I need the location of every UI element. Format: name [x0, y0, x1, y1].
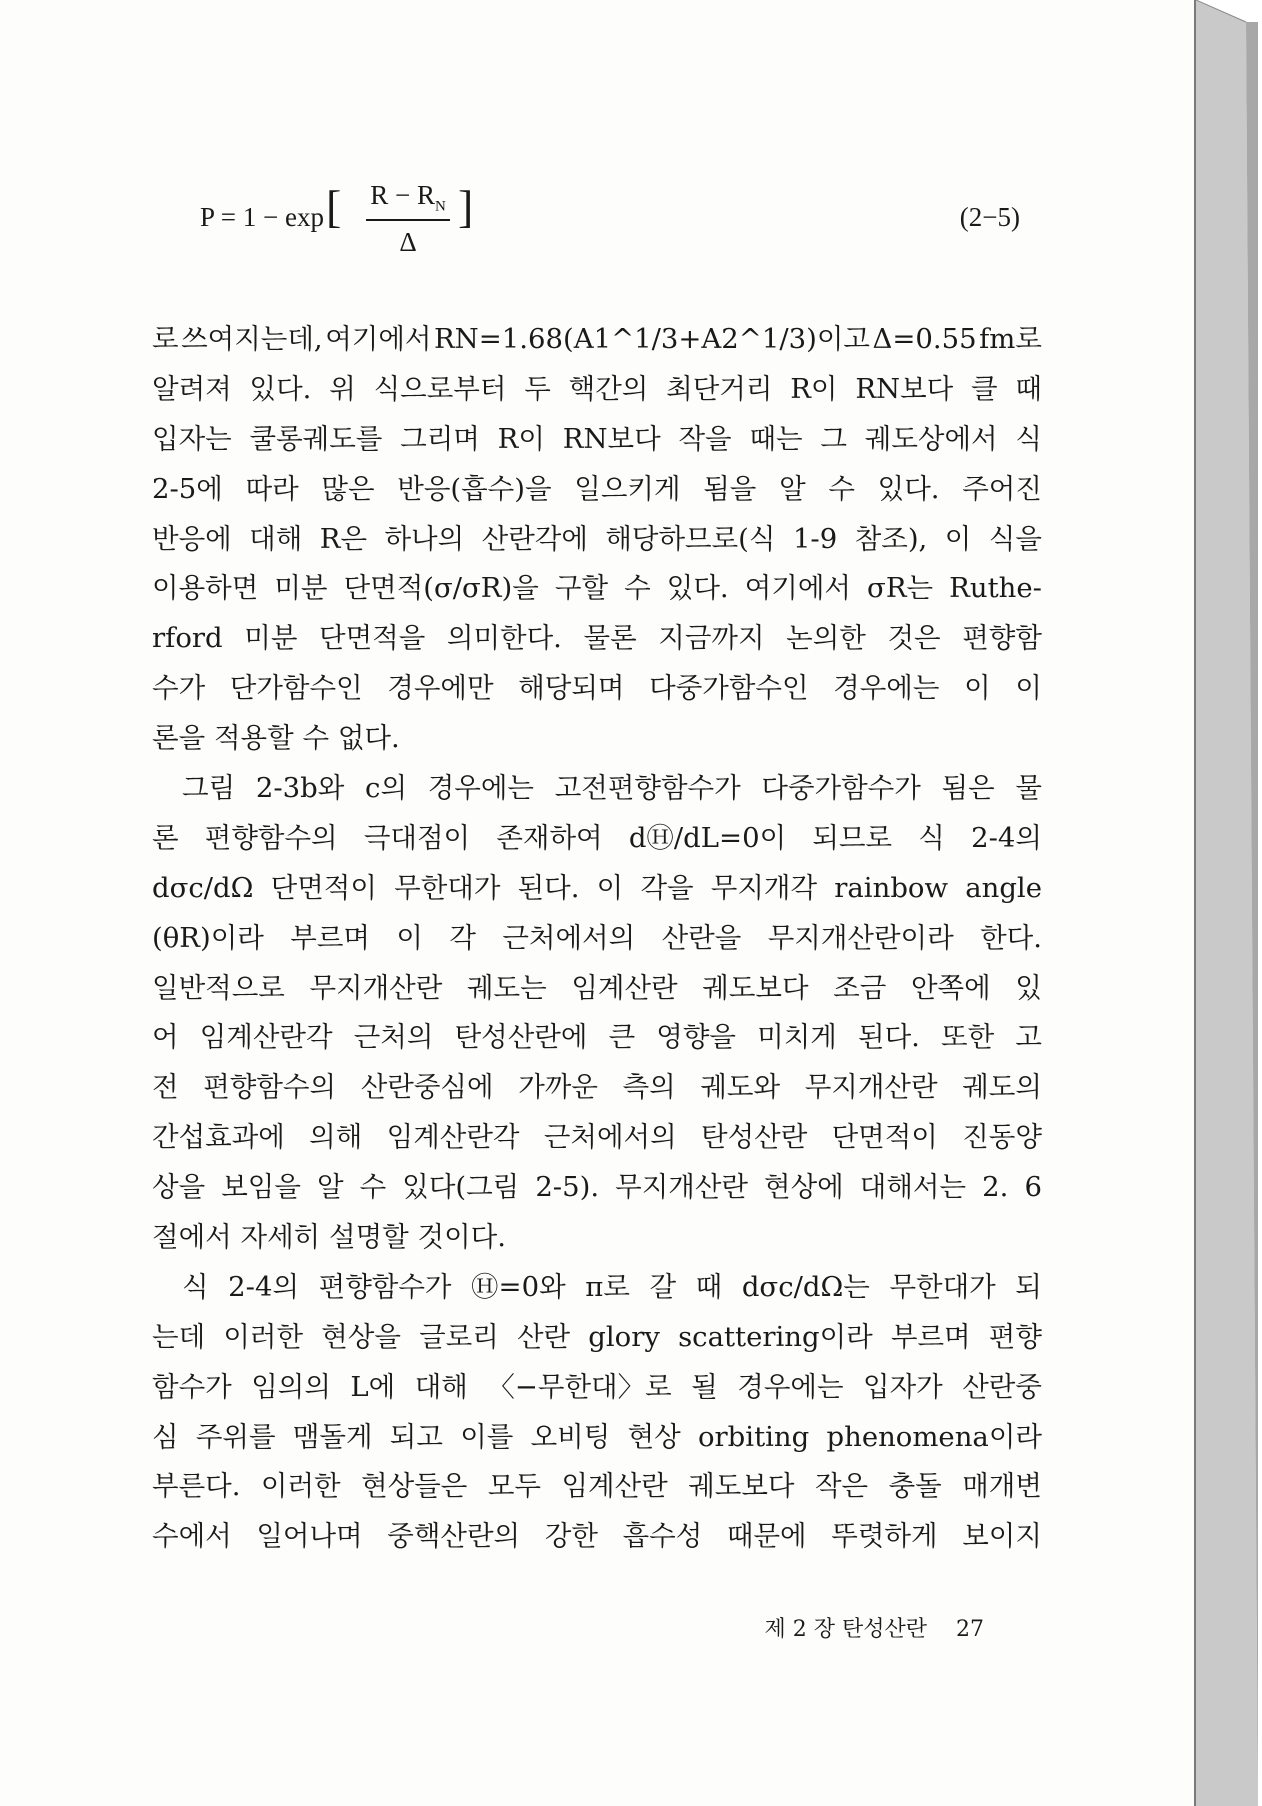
- text-line: [152, 1113, 1042, 1163]
- page-number: 27: [956, 1617, 984, 1642]
- text-word: 오비팅: [530, 1420, 611, 1453]
- text-word: 작은: [814, 1470, 869, 1503]
- text-word: 고: [1015, 1021, 1042, 1054]
- text-word: 것이다.: [417, 1221, 506, 1254]
- text-word: 로: [152, 323, 179, 355]
- text-word: 그: [820, 422, 847, 455]
- text-word: 대해: [414, 1370, 468, 1403]
- text-word: RN=1.68(A1^1/3+A2^1/3)이고: [433, 323, 870, 355]
- text-word: 의미한다.: [446, 622, 562, 655]
- text-word: 그리며: [400, 422, 480, 455]
- text-word: L에: [350, 1370, 396, 1403]
- equation-numerator: $R - R_N$: [370, 180, 446, 215]
- text-word: 알: [779, 472, 806, 505]
- text-word: 무한대가: [889, 1270, 996, 1303]
- text-word: 식: [1015, 422, 1042, 455]
- text-word: 때: [695, 1270, 723, 1303]
- text-word: 무지개산란이라: [767, 921, 954, 954]
- text-word: 해당하므로(식: [605, 522, 776, 555]
- text-line: [152, 814, 1042, 864]
- text-word: 산란을: [661, 921, 742, 954]
- equation-denominator: Δ: [399, 227, 417, 258]
- text-word: 이: [1015, 672, 1042, 705]
- text-word: π로: [585, 1270, 630, 1303]
- equation-open-bracket: [: [326, 181, 342, 232]
- text-line: [152, 1263, 1042, 1313]
- text-word: 의해: [309, 1121, 363, 1154]
- text-word: 충돌: [888, 1470, 942, 1503]
- text-word: 적용할: [213, 722, 294, 755]
- text-word: 반응(흡수)을: [397, 472, 552, 505]
- text-word: 론: [152, 821, 179, 854]
- text-word: R이: [497, 422, 545, 455]
- text-word: 수: [359, 1171, 387, 1204]
- equation-number: (2−5): [959, 202, 1020, 232]
- text-word: dⒽ/dL=0이: [628, 821, 787, 854]
- text-word: 강한: [544, 1520, 598, 1553]
- text-word: 산란중심에: [360, 1071, 494, 1104]
- text-word: 이러한: [260, 1470, 341, 1503]
- text-word: 현상들은: [361, 1470, 468, 1503]
- text-line: [152, 1163, 1042, 1213]
- text-word: 보이지: [962, 1520, 1042, 1553]
- text-word: 핵간의: [568, 372, 649, 405]
- text-word: 경우에는: [427, 772, 534, 805]
- text-word: 두: [524, 372, 551, 405]
- text-word: 많은: [321, 472, 375, 505]
- text-word: 경우에만: [387, 672, 494, 705]
- text-line: [152, 1313, 1042, 1363]
- text-word: 부른다.: [152, 1470, 241, 1503]
- text-word: RN보다: [855, 372, 954, 405]
- text-word: 이러한: [223, 1320, 304, 1353]
- text-word: 이: [944, 522, 972, 555]
- body-text: [152, 315, 1042, 1562]
- text-word: 여기에서: [325, 323, 432, 355]
- text-word: 현상을: [321, 1320, 401, 1353]
- equation-lhs: P = 1 − exp: [200, 202, 324, 232]
- text-word: 경우에는: [833, 672, 940, 705]
- text-word: 자세히: [240, 1221, 321, 1254]
- text-word: 되: [1015, 1270, 1042, 1303]
- text-word: 최단거리: [666, 372, 773, 405]
- text-word: 2-3b와: [255, 772, 345, 805]
- text-word: 절에서: [152, 1221, 232, 1254]
- text-word: 대해: [249, 522, 303, 555]
- text-word: 궤도와: [700, 1071, 781, 1104]
- text-word: 반응에: [152, 522, 232, 555]
- text-word: 여기에서: [744, 572, 851, 605]
- text-word: RN보다: [562, 422, 661, 455]
- text-word: 된다.: [858, 1021, 920, 1054]
- text-word: 부르며: [890, 1320, 971, 1353]
- text-word: 식으로부터: [373, 372, 507, 405]
- text-word: 가까운: [518, 1071, 598, 1104]
- text-word: 있다.: [249, 372, 312, 405]
- text-word: 궤도의: [962, 1071, 1042, 1104]
- text-word: 단가함수인: [229, 672, 363, 705]
- text-word: 따라: [245, 472, 299, 505]
- text-word: 각을: [640, 871, 694, 904]
- text-word: 일어나며: [256, 1520, 363, 1553]
- text-word: 물론: [583, 622, 637, 655]
- text-word: 식: [182, 1270, 209, 1303]
- text-word: 때는: [749, 422, 803, 455]
- text-word: 심: [152, 1420, 179, 1453]
- text-word: c의: [365, 772, 408, 805]
- text-word: glory: [588, 1320, 660, 1353]
- text-word: 근처의: [353, 1021, 434, 1054]
- text-word: 궤도는: [466, 971, 547, 1004]
- text-word: 편향함수가: [318, 1270, 452, 1303]
- text-word: 는데: [152, 1320, 206, 1353]
- text-word: 측의: [622, 1071, 676, 1104]
- text-word: 단면적(σ/σR)을: [343, 572, 539, 605]
- equation-numerator-subscript: N: [434, 198, 446, 215]
- text-word: 해당되며: [518, 672, 625, 705]
- text-word: 한다.: [980, 921, 1042, 954]
- text-word: 편향: [988, 1320, 1042, 1353]
- text-word: 궤도보다: [702, 971, 809, 1004]
- text-word: 또한: [941, 1021, 995, 1054]
- text-word: 있다.: [666, 572, 729, 605]
- text-word: 2-5에: [152, 472, 223, 505]
- text-word: 되므로: [812, 821, 893, 854]
- text-word: phenomena이라: [826, 1420, 1042, 1453]
- text-word: 있: [1015, 971, 1042, 1004]
- text-word: 임계산란: [561, 1470, 668, 1503]
- text-line: [152, 714, 1042, 764]
- text-word: 식: [918, 821, 945, 854]
- text-word: 임계산란각: [199, 1021, 333, 1054]
- text-word: 영향을: [656, 1021, 736, 1054]
- text-word: 쓰여지는데,: [181, 323, 323, 355]
- text-word: 탄성산란: [701, 1121, 808, 1154]
- text-word: 쿨롱궤도를: [249, 422, 383, 455]
- text-word: 수: [624, 572, 651, 605]
- text-word: rford: [152, 622, 223, 655]
- text-line: [152, 614, 1042, 664]
- text-word: 이를: [460, 1420, 514, 1453]
- text-word: 지금까지: [658, 622, 765, 655]
- text-line: [152, 1013, 1042, 1063]
- text-word: Ruthe-: [949, 572, 1042, 605]
- text-word: 함수가: [152, 1370, 232, 1403]
- text-word: 임계산란각: [386, 1121, 520, 1154]
- text-word: 탄성산란에: [454, 1021, 588, 1054]
- text-word: 큰: [608, 1021, 636, 1054]
- text-word: 되고: [389, 1420, 443, 1453]
- text-line: [152, 1213, 1042, 1263]
- text-word: 것은: [887, 622, 941, 655]
- text-word: 일반적으로: [152, 971, 285, 1004]
- text-word: 다중가함수가: [761, 772, 921, 805]
- text-word: 궤도상에서: [864, 422, 998, 455]
- equation-fraction-bar: [366, 219, 450, 221]
- text-word: 미분: [274, 572, 328, 605]
- text-word: 조금: [833, 971, 887, 1004]
- chapter-title: 제 2 장 탄성산란: [764, 1617, 927, 1642]
- text-word: 1-9: [792, 522, 838, 555]
- text-word: 고전편향함수가: [554, 772, 741, 805]
- text-word: 무한대가: [394, 871, 501, 904]
- text-word: 임계산란: [571, 971, 678, 1004]
- text-word: 6: [1024, 1171, 1042, 1204]
- text-word: 논의한: [786, 622, 866, 655]
- page-footer: [765, 1612, 985, 1643]
- text-word: 이: [396, 921, 423, 954]
- text-word: 단면적을: [319, 622, 426, 655]
- text-word: 편향함수의: [203, 1071, 337, 1104]
- text-word: 됨은: [941, 772, 995, 805]
- text-line: [152, 964, 1042, 1014]
- text-word: 참조),: [854, 522, 928, 555]
- text-word: 보임을: [221, 1171, 301, 1204]
- text-word: 전: [152, 1071, 179, 1104]
- text-line: [152, 315, 1042, 365]
- text-word: 이: [596, 871, 624, 904]
- text-word: 존재하여: [496, 821, 603, 854]
- text-word: 2-5).: [535, 1171, 600, 1204]
- text-word: 산란: [516, 1320, 571, 1353]
- text-word: 입자는: [152, 422, 232, 455]
- text-word: 무지개산란: [615, 1171, 748, 1204]
- equation-2-5: [200, 180, 1020, 260]
- text-word: Ⓗ=0와: [471, 1270, 566, 1303]
- text-line: [152, 1063, 1042, 1113]
- text-word: 작을: [678, 422, 732, 455]
- text-word: 산란각에: [481, 522, 588, 555]
- text-word: 〈−무한대〉로: [487, 1370, 672, 1403]
- text-word: 갈: [649, 1270, 677, 1303]
- text-word: 미치게: [757, 1021, 837, 1054]
- text-word: 수에서: [152, 1520, 232, 1553]
- text-word: 단면적이: [831, 1121, 938, 1154]
- text-word: 이용하면: [152, 572, 259, 605]
- text-word: 때문에: [726, 1520, 807, 1553]
- text-word: 각: [449, 921, 476, 954]
- text-word: angle: [965, 871, 1042, 904]
- text-line: [152, 1413, 1042, 1463]
- text-word: 편향함수의: [204, 821, 338, 854]
- text-word: 주위를: [195, 1420, 276, 1453]
- text-line: [152, 415, 1042, 465]
- text-word: 무지개각: [710, 871, 818, 904]
- text-word: 주어진: [962, 472, 1042, 505]
- text-word: 근처에서의: [502, 921, 636, 954]
- text-word: 물: [1015, 772, 1042, 805]
- text-word: fm로: [979, 323, 1042, 355]
- text-line: [152, 664, 1042, 714]
- text-word: 될: [691, 1370, 718, 1403]
- text-word: 근처에서의: [543, 1121, 677, 1154]
- text-word: 글로리: [419, 1320, 499, 1353]
- book-edge: [1196, 0, 1262, 1806]
- text-word: 임의의: [251, 1370, 331, 1403]
- text-word: 어: [152, 1021, 179, 1054]
- text-word: 안쪽에: [910, 971, 991, 1004]
- text-word: 이: [964, 672, 991, 705]
- text-word: 설명할: [329, 1221, 409, 1254]
- text-word: 론을: [152, 722, 206, 755]
- text-line: [152, 1363, 1042, 1413]
- text-word: 모두: [487, 1470, 541, 1503]
- text-word: 궤도보다: [688, 1470, 795, 1503]
- text-word: 매개변: [962, 1470, 1042, 1503]
- text-word: 때: [1015, 372, 1042, 405]
- text-word: 현상에: [764, 1171, 844, 1204]
- text-word: 다중가함수인: [649, 672, 809, 705]
- text-line: [152, 515, 1042, 565]
- text-word: 진동양: [962, 1121, 1042, 1154]
- text-word: 간섭효과에: [152, 1121, 285, 1154]
- text-word: 현상: [627, 1420, 681, 1453]
- text-word: 산란중: [962, 1370, 1042, 1403]
- text-word: 된다.: [517, 871, 580, 904]
- equation-fraction: [366, 180, 450, 258]
- text-word: 단면적이: [270, 871, 377, 904]
- text-word: 알려져: [152, 372, 232, 405]
- text-word: 있다(그림: [402, 1171, 520, 1204]
- text-word: 수가: [152, 672, 206, 705]
- text-line: [152, 864, 1042, 914]
- text-line: [152, 1512, 1042, 1562]
- text-word: scattering이라: [678, 1320, 873, 1353]
- text-word: 없다.: [337, 722, 400, 755]
- text-word: 부르며: [290, 921, 370, 954]
- text-word: 클: [971, 372, 998, 405]
- text-line: [152, 914, 1042, 964]
- text-word: 그림: [182, 772, 236, 805]
- text-word: dσc/dΩ는: [741, 1270, 870, 1303]
- text-word: 극대점이: [363, 821, 471, 854]
- text-word: 2-4의: [228, 1270, 300, 1303]
- text-word: 수: [302, 722, 330, 755]
- text-word: 경우에는: [737, 1370, 844, 1403]
- text-word: 입자가: [863, 1370, 943, 1403]
- text-word: 됨을: [703, 472, 757, 505]
- text-word: σR는: [867, 572, 934, 605]
- text-line: [152, 365, 1042, 415]
- text-word: Δ=0.55: [872, 323, 977, 355]
- text-word: 흡수성: [622, 1520, 703, 1553]
- text-word: orbiting: [697, 1420, 810, 1453]
- text-word: 편향함: [962, 622, 1042, 655]
- text-word: 중핵산란의: [387, 1520, 521, 1553]
- text-word: 맴돌게: [292, 1420, 373, 1453]
- text-word: 있다.: [877, 472, 940, 505]
- text-word: 2-4의: [971, 821, 1042, 854]
- text-line: [152, 564, 1042, 614]
- text-word: 알: [316, 1171, 344, 1204]
- equation-close-bracket: ]: [458, 181, 474, 232]
- text-word: 일으키게: [574, 472, 681, 505]
- text-line: [152, 465, 1042, 515]
- text-word: 상을: [152, 1171, 206, 1204]
- text-word: 구할: [554, 572, 609, 605]
- text-word: 무지개산란: [804, 1071, 938, 1104]
- text-word: R이: [790, 372, 838, 405]
- text-word: 수: [828, 472, 855, 505]
- text-word: 뚜렷하게: [831, 1520, 938, 1553]
- text-word: 무지개산란: [309, 971, 443, 1004]
- text-word: 위: [329, 372, 356, 405]
- text-word: R은: [319, 522, 368, 555]
- text-word: 식을: [988, 522, 1042, 555]
- text-line: [152, 1462, 1042, 1512]
- text-word: 하나의: [384, 522, 465, 555]
- text-word: dσc/dΩ: [152, 871, 254, 904]
- text-word: rainbow: [834, 871, 949, 904]
- text-line: [152, 764, 1042, 814]
- text-word: 2.: [982, 1171, 1009, 1204]
- text-word: 대해서는: [859, 1171, 967, 1204]
- text-word: (θR)이라: [152, 921, 264, 954]
- text-word: 미분: [244, 622, 298, 655]
